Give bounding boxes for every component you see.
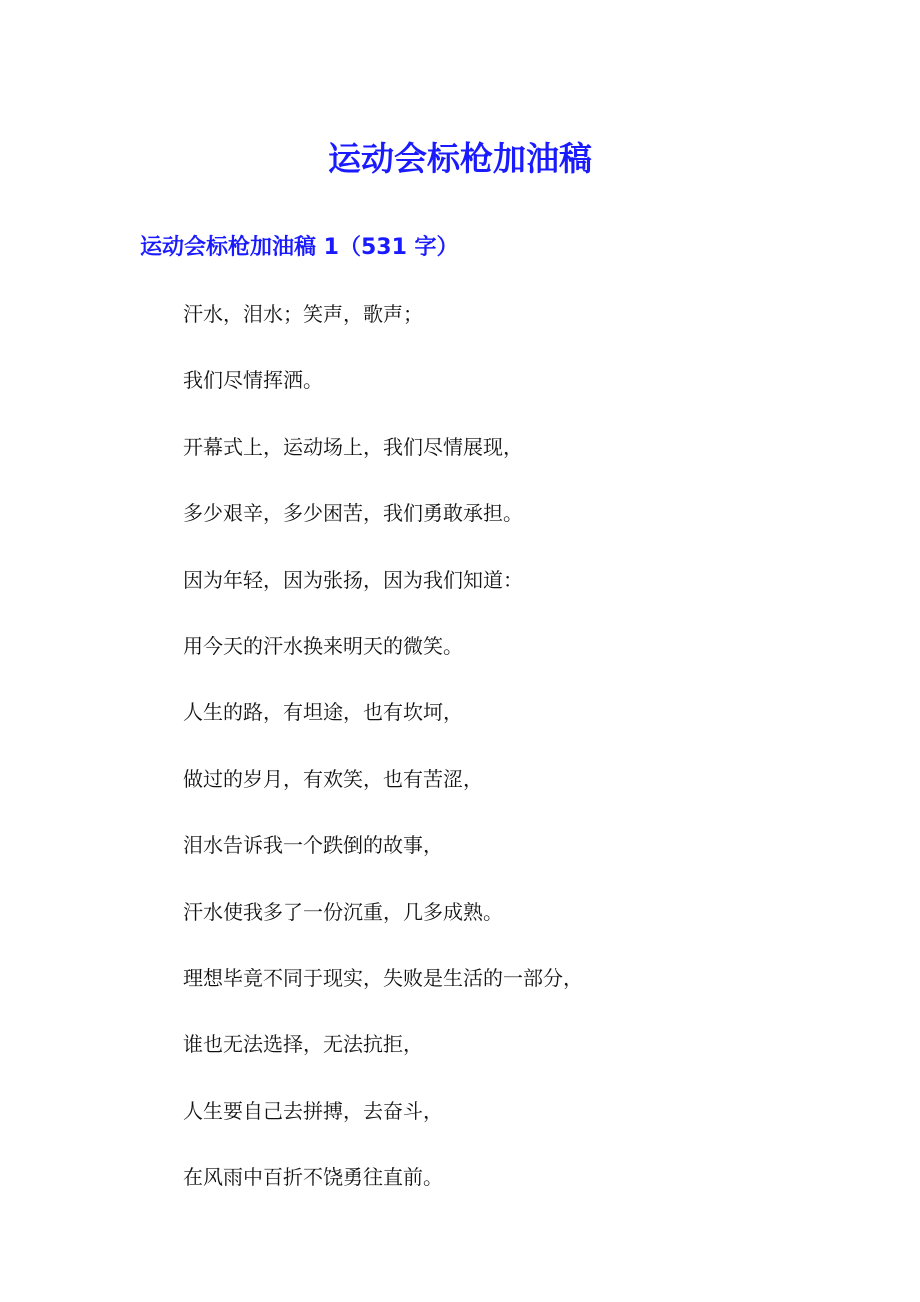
text-line: 做过的岁月，有欢笑，也有苦涩，	[183, 766, 483, 791]
section-heading: 运动会标枪加油稿 1（531 字）	[140, 235, 459, 260]
text-line: 汗水，泪水；笑声，歌声；	[183, 302, 423, 326]
text-line: 因为年轻，因为张扬，因为我们知道：	[183, 567, 523, 592]
text-line: 泪水告诉我一个跌倒的故事，	[183, 833, 443, 858]
text-line: 用今天的汗水换来明天的微笑。	[183, 633, 463, 658]
text-line: 多少艰辛，多少困苦，我们勇敢承担。	[183, 501, 523, 526]
text-line: 谁也无法选择，无法抗拒，	[183, 1032, 423, 1057]
text-line: 理想毕竟不同于现实，失败是生活的一部分，	[183, 965, 583, 990]
text-line: 开幕式上，运动场上，我们尽情展现，	[183, 434, 523, 459]
text-line: 我们尽情挥洒。	[183, 368, 323, 393]
body-text	[183, 296, 583, 1225]
text-line: 人生的路，有坦途，也有坎坷，	[183, 700, 463, 725]
document-title: 运动会标枪加油稿	[328, 139, 592, 178]
text-line: 在风雨中百折不饶勇往直前。	[183, 1165, 443, 1190]
text-line: 人生要自己去拼搏，去奋斗，	[183, 1098, 443, 1123]
text-line: 汗水使我多了一份沉重，几多成熟。	[183, 899, 503, 924]
